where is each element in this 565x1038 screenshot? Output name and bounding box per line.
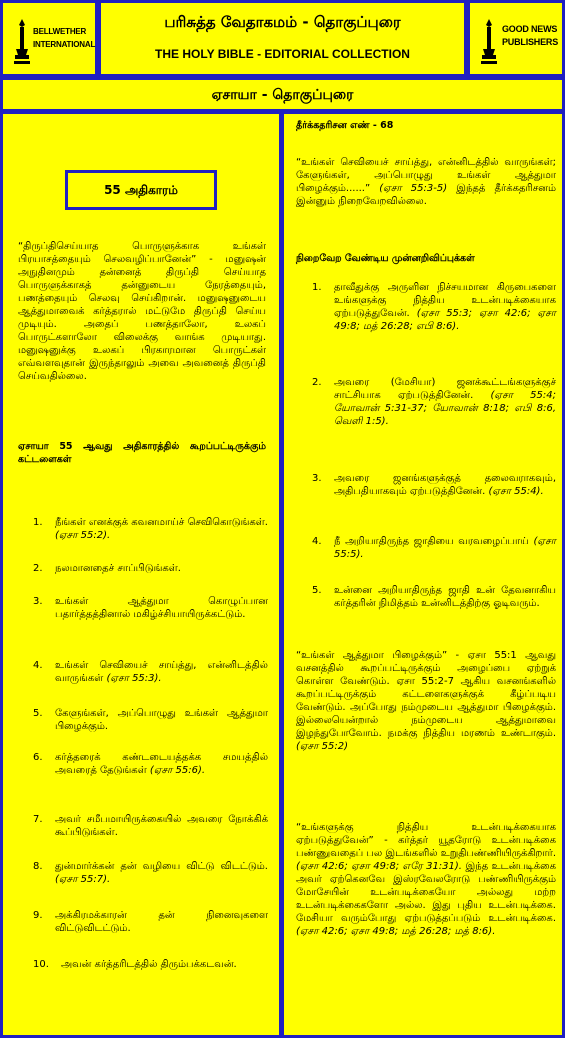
item-text: நீங்கள் எனக்குக் கவனமாய்ச் செவிகொடுங்கள். (55, 517, 268, 528)
item-number: 10. (33, 959, 49, 970)
item-text: நீ அறியாதிருந்த ஜாதியை வரவழைப்பாய் (334, 536, 529, 547)
item-text: உன்னை அறியாதிருந்த ஜாதி உன் தேவனாகிய கர்த்தரின் நிமித்தம் உன்னிடத்திற்கு ஓடிவரும். (334, 585, 556, 609)
paragraph-ref-2: (ஏசா 42:6; ஏசா 49:8; மத் 26:28; மத் 8:6). (296, 926, 496, 937)
bellwether-logo-line1: BELLWETHER (33, 27, 87, 36)
prophecy-heading: தீர்க்கதரிசன எண் - 68 (296, 120, 394, 131)
paragraph-text: “உங்களுக்கு நித்திய உடன்படிக்கையாக ஏற்படுத்துவேன்” - கர்த்தர் யூதரோடு உடன்படிக்கை பண்ணுவதைப் பல இடங்களில் உறுதிபண்ணியிருக்கிறார். (296, 822, 556, 859)
item-ref: (ஏசா 55:2). (55, 530, 111, 541)
lamp-figure-icon (13, 17, 31, 65)
item-number: 4. (33, 660, 43, 671)
item-number: 2. (312, 377, 322, 388)
bellwether-logo-panel (0, 0, 98, 77)
prophecy-tail: இந்தத் தீர்க்கதரிசனம் இன்னும் நிறைவேறவில்லை. (296, 183, 557, 207)
item-text: அவரை ஜனங்களுக்குத் தலைவராகவும், அதிபதியாகவும் ஏற்படுத்தினேன். (334, 473, 556, 497)
paragraph-ref: (ஏசா 55:2) (296, 741, 348, 752)
title-panel (98, 0, 467, 77)
item-text: துன்மார்க்கன் தன் வழியை விட்டு விடட்டும். (55, 861, 268, 872)
section-title: ஏசாயா - தொகுப்புரை (211, 87, 354, 103)
item-text: உங்கள் ஆத்துமா கொழுப்பான பதார்த்தத்தினால் மகிழ்ச்சியாயிருக்கட்டும். (55, 596, 268, 620)
tamil-title: பரிசுத்த வேதாகமம் - தொகுப்புரை (164, 13, 401, 31)
item-number: 3. (33, 596, 43, 607)
item-ref: (ஏசா 55:6). (149, 765, 206, 776)
lamp-figure-icon (480, 17, 498, 65)
item-text: அவர் சமீபமாயிருக்கையில் அவரை நோக்கிக் கூப்பிடுங்கள். (55, 814, 268, 838)
prophecy-text: “உங்கள் செவியைச் சாய்த்து, என்னிடத்தில் வாருங்கள்; கேளுங்கள், அப்பொழுது உங்கள் ஆத்துமா பிழைக்கும்......” (296, 157, 556, 194)
covenant-paragraph (296, 821, 556, 938)
prophecy-paragraph (296, 156, 556, 208)
item-ref: (ஏசா 55:7). (55, 874, 111, 885)
item-ref: (ஏசா 55:4; யோவான் 5:31-37; யோவான் 8:18; எபி 8:6, வெளி 1:5). (334, 390, 556, 427)
bellwether-logo (11, 11, 96, 69)
left-column (0, 111, 282, 1038)
good-news-logo-line2: PUBLISHERS (502, 37, 559, 47)
item-number: 5. (312, 585, 322, 596)
prophecy-ref: (ஏசா 55:3-5) (379, 183, 448, 194)
item-number: 5. (33, 708, 43, 719)
item-ref: (ஏசா 55:5). (334, 536, 556, 560)
item-ref: (ஏசா 55:3; ஏசா 42:6; ஏசா 49:8; மத் 26:28; எபி 8:6). (334, 308, 556, 332)
item-text: கேளுங்கள், அப்பொழுது உங்கள் ஆத்துமா பிழைக்கும். (55, 708, 268, 732)
item-text: அவன் கர்த்தரிடத்தில் திரும்பக்கடவன். (61, 959, 237, 970)
good-news-logo-line1: GOOD NEWS (502, 24, 558, 34)
item-text: உங்கள் செவியைச் சாய்த்து, என்னிடத்தில் வாருங்கள் (55, 660, 268, 684)
item-text: கர்த்தரைக் கண்டடையத்தக்க சமயத்தில் அவரைத் தேடுங்கள் (55, 752, 268, 776)
chapter-box: 55 அதிகாரம் (65, 170, 217, 210)
paragraph-text-cont: இந்த உடன்படிக்கை அவர் ஏற்கெனவே இஸ்ரவேலரோடு பண்ணியிருக்கும் மோசேயின் உடன்படிக்கையோ அல்லது மற்ற உடன்படிக்கைகளோ அல்ல. இது புதிய உடன்படிக்கை. மேசியா வரும்போது ஏற்படுத்தப்படும் உடன்படிக்கை. (296, 861, 556, 924)
item-text: நலமானதைச் சாப்பிடுங்கள். (55, 563, 181, 574)
item-text: தாவீதுக்கு அருளின நிச்சயமான கிருபைகளை உங்களுக்கு நித்திய உடன்படிக்கையாக ஏற்படுத்துவேன். (334, 282, 556, 319)
item-number: 9. (33, 910, 43, 921)
good-news-logo (478, 11, 558, 69)
item-number: 1. (33, 517, 43, 528)
bellwether-logo-line2: INTERNATIONAL (33, 40, 96, 49)
right-column (281, 111, 565, 1038)
item-text: அவரை (மேசியா) ஜனக்கூட்டங்களுக்குச் சாட்சியாக ஏற்படுத்தினேன். (334, 377, 556, 401)
soul-live-paragraph (296, 649, 556, 753)
item-number: 1. (312, 282, 322, 293)
item-ref: (ஏசா 55:3). (106, 673, 162, 684)
item-text: அக்கிரமக்காரன் தன் நினைவுகளை விட்டுவிடட்டும். (55, 910, 268, 934)
item-number: 7. (33, 814, 43, 825)
item-ref: (ஏசா 55:4). (488, 486, 544, 497)
commands-heading: ஏசாயா 55 ஆவது அதிகாரத்தில் கூறப்பட்டிருக்கும் கட்டளைகள் (18, 441, 266, 465)
item-number: 8. (33, 861, 43, 872)
section-title-bar (0, 77, 565, 112)
paragraph-text: “உங்கள் ஆத்துமா பிழைக்கும்” - ஏசா 55:1 ஆவது வசனத்தில் கூறப்பட்டிருக்கும் அழைப்பை ஏற்றுக் கொள்ள வேண்டும். ஏசா 55:2-7 ஆகிய வசனங்களில் கூறப்பட்டிருக்கும் கட்டளைகளுக்குக் கீழ்ப்படிய வேண்டும். அப்போது நம்முடைய ஆத்துமா பிழைக்கும். இல்லையென்றால் நம்முடைய ஆத்துமாவை இழந்துபோவோம். நமக்கு நித்திய மரணம் உண்டாகும். (296, 650, 556, 739)
fulfil-heading: நிறைவேற வேண்டிய முன்னறிவிப்புக்கள் (296, 253, 475, 264)
item-number: 6. (33, 752, 43, 763)
paragraph-ref: (ஏசா 42:6; ஏசா 49:8; எரே 31:31). (296, 861, 462, 872)
good-news-logo-panel (467, 0, 565, 77)
item-number: 3. (312, 473, 322, 484)
item-number: 2. (33, 563, 43, 574)
intro-paragraph: “திருப்திசெய்யாத பொருளுக்காக உங்கள் பிரயாசத்தையும் செலவழிப்பானேன்” - மனுஷன் அநுதினமும் தன்னைத் திருப்தி செய்யாத பொருளுக்காகத் தன்னுடைய நேரத்தையும், பணத்தையும் செலவு செய்கிறான். மனுஷனுடைய ஆத்துமாவைக் கர்த்தரால் மட்டுமே திருப்தி செய்ய முடியும். அதைப் பணத்தாலோ, உலகப் பொருட்களாலோ விலைக்கு வாங்க முடியாது. மனுஷனுக்கு உலகப் பிரகாரமான பொருட்கள் எவ்வளவுதான் இருந்தாலும் அவை அவனைத் திருப்தி செய்வதில்லை. (18, 241, 266, 382)
item-number: 4. (312, 536, 322, 547)
english-title: THE HOLY BIBLE - EDITORIAL COLLECTION (155, 47, 410, 61)
